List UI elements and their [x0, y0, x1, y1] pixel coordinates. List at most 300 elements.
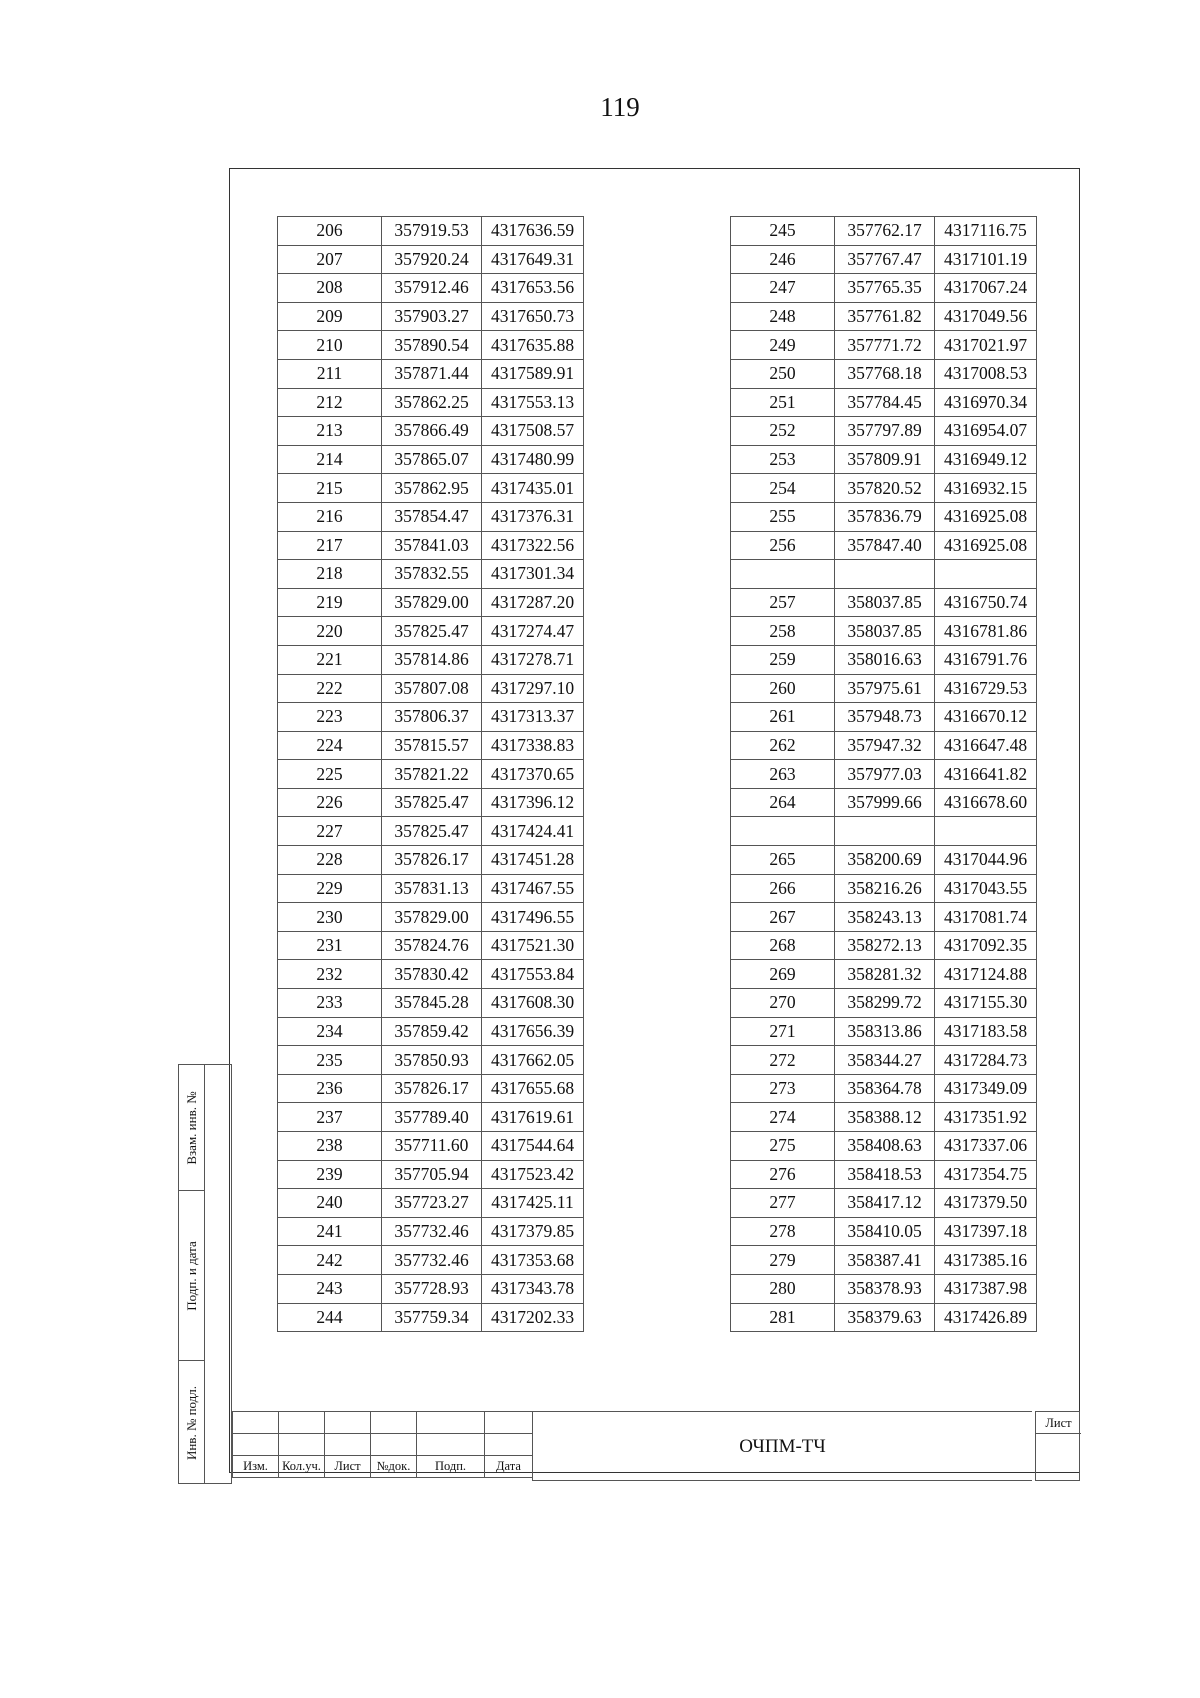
page-number: 119 — [600, 92, 640, 122]
coord-x: 357759.34 — [382, 1303, 482, 1332]
side-stamp-labels — [179, 1065, 205, 1483]
coord-x: 357999.66 — [835, 788, 935, 817]
sheet-label: Лист — [1036, 1412, 1081, 1434]
point-number: 235 — [278, 1046, 382, 1075]
table-row — [278, 474, 584, 503]
point-number: 246 — [731, 245, 835, 274]
point-number: 269 — [731, 960, 835, 989]
table-row — [278, 645, 584, 674]
coord-x: 357890.54 — [382, 331, 482, 360]
coord-y: 4317656.39 — [482, 1017, 584, 1046]
coord-x: 357919.53 — [382, 217, 482, 246]
coord-y: 4317297.10 — [482, 674, 584, 703]
table-row — [731, 731, 1037, 760]
coord-x: 357826.17 — [382, 1074, 482, 1103]
coord-y: 4317274.47 — [482, 617, 584, 646]
coord-y: 4317608.30 — [482, 989, 584, 1018]
coord-x: 358379.63 — [835, 1303, 935, 1332]
point-number: 259 — [731, 645, 835, 674]
coord-y: 4317635.88 — [482, 331, 584, 360]
point-number: 223 — [278, 703, 382, 732]
table-row — [731, 302, 1037, 331]
table-row — [278, 1046, 584, 1075]
coord-y: 4317508.57 — [482, 417, 584, 446]
coord-y: 4317650.73 — [482, 302, 584, 331]
coord-y: 4317496.55 — [482, 903, 584, 932]
coord-x: 357977.03 — [835, 760, 935, 789]
table-row — [278, 1274, 584, 1303]
coord-x: 357866.49 — [382, 417, 482, 446]
table-row — [278, 846, 584, 875]
coord-y: 4317322.56 — [482, 531, 584, 560]
table-row — [278, 989, 584, 1018]
point-number: 236 — [278, 1074, 382, 1103]
point-number: 240 — [278, 1189, 382, 1218]
coord-y: 4316641.82 — [935, 760, 1037, 789]
coord-y: 4317649.31 — [482, 245, 584, 274]
coord-y: 4317313.37 — [482, 703, 584, 732]
point-number: 256 — [731, 531, 835, 560]
coord-x: 358200.69 — [835, 846, 935, 875]
point-number: 277 — [731, 1189, 835, 1218]
coord-y: 4317655.68 — [482, 1074, 584, 1103]
table-row — [278, 731, 584, 760]
coord-y: 4317467.55 — [482, 874, 584, 903]
coord-y: 4316678.60 — [935, 788, 1037, 817]
point-number: 227 — [278, 817, 382, 846]
coord-x: 357824.76 — [382, 931, 482, 960]
coord-y: 4316925.08 — [935, 502, 1037, 531]
coord-y: 4317521.30 — [482, 931, 584, 960]
coord-x: 357862.25 — [382, 388, 482, 417]
table-row — [278, 1217, 584, 1246]
point-number: 211 — [278, 359, 382, 388]
table-row — [278, 417, 584, 446]
coord-x: 357807.08 — [382, 674, 482, 703]
coord-x: 357732.46 — [382, 1217, 482, 1246]
coord-y: 4317426.89 — [935, 1303, 1037, 1332]
coord-y: 4317385.16 — [935, 1246, 1037, 1275]
coord-y: 4317424.41 — [482, 817, 584, 846]
table-row — [278, 445, 584, 474]
coord-x: 357854.47 — [382, 502, 482, 531]
coord-x: 357825.47 — [382, 788, 482, 817]
table-row — [731, 645, 1037, 674]
table-row — [731, 1246, 1037, 1275]
table-row — [278, 245, 584, 274]
header-signature: Подп. — [417, 1456, 485, 1478]
table-row — [731, 217, 1037, 246]
point-number: 273 — [731, 1074, 835, 1103]
coord-x: 358364.78 — [835, 1074, 935, 1103]
table-row — [731, 1160, 1037, 1189]
table-row — [278, 1074, 584, 1103]
point-number: 208 — [278, 274, 382, 303]
coord-y: 4317343.78 — [482, 1274, 584, 1303]
table-row — [278, 388, 584, 417]
coord-x: 357841.03 — [382, 531, 482, 560]
point-number: 230 — [278, 903, 382, 932]
coord-x: 357806.37 — [382, 703, 482, 732]
table-row — [278, 1246, 584, 1275]
coord-y: 4316970.34 — [935, 388, 1037, 417]
side-stamp — [178, 1064, 232, 1484]
table-row — [278, 788, 584, 817]
coord-x: 357912.46 — [382, 274, 482, 303]
coord-x — [835, 560, 935, 589]
coordinates-table-left — [277, 216, 584, 1332]
point-number: 237 — [278, 1103, 382, 1132]
coord-y: 4317155.30 — [935, 989, 1037, 1018]
table-row — [278, 1189, 584, 1218]
table-row — [731, 1274, 1037, 1303]
coord-y: 4317116.75 — [935, 217, 1037, 246]
table-row — [731, 560, 1037, 589]
coord-x: 357767.47 — [835, 245, 935, 274]
coord-x: 358387.41 — [835, 1246, 935, 1275]
coord-x: 357815.57 — [382, 731, 482, 760]
coord-x: 358344.27 — [835, 1046, 935, 1075]
point-number: 241 — [278, 1217, 382, 1246]
coord-y: 4317589.91 — [482, 359, 584, 388]
coord-y: 4317396.12 — [482, 788, 584, 817]
point-number: 244 — [278, 1303, 382, 1332]
table-row — [278, 274, 584, 303]
coord-y: 4317278.71 — [482, 645, 584, 674]
point-number: 216 — [278, 502, 382, 531]
coord-y: 4317354.75 — [935, 1160, 1037, 1189]
point-number: 234 — [278, 1017, 382, 1046]
coord-y: 4317397.18 — [935, 1217, 1037, 1246]
coord-x — [835, 817, 935, 846]
coord-x: 357825.47 — [382, 817, 482, 846]
table-row — [278, 588, 584, 617]
table-row — [278, 817, 584, 846]
side-cell-original-inv — [179, 1361, 205, 1485]
point-number: 272 — [731, 1046, 835, 1075]
coord-y: 4317523.42 — [482, 1160, 584, 1189]
coord-x: 357975.61 — [835, 674, 935, 703]
point-number: 247 — [731, 274, 835, 303]
coord-x: 357836.79 — [835, 502, 935, 531]
point-number: 209 — [278, 302, 382, 331]
point-number: 228 — [278, 846, 382, 875]
coord-x: 357829.00 — [382, 588, 482, 617]
title-block-grid — [232, 1411, 533, 1478]
point-number: 252 — [731, 417, 835, 446]
coord-y: 4317662.05 — [482, 1046, 584, 1075]
coord-x: 358417.12 — [835, 1189, 935, 1218]
table-row — [731, 1017, 1037, 1046]
table-row — [731, 931, 1037, 960]
table-row — [278, 931, 584, 960]
point-number: 218 — [278, 560, 382, 589]
coord-x: 357771.72 — [835, 331, 935, 360]
coord-y: 4317287.20 — [482, 588, 584, 617]
coord-y: 4316932.15 — [935, 474, 1037, 503]
coord-x: 358388.12 — [835, 1103, 935, 1132]
table-row — [278, 560, 584, 589]
coord-y: 4317435.01 — [482, 474, 584, 503]
table-row — [278, 674, 584, 703]
coord-y: 4317021.97 — [935, 331, 1037, 360]
coord-x: 357850.93 — [382, 1046, 482, 1075]
table-row — [731, 846, 1037, 875]
table-row — [278, 359, 584, 388]
header-date: Дата — [485, 1456, 533, 1478]
coord-x: 357809.91 — [835, 445, 935, 474]
coord-x: 357728.93 — [382, 1274, 482, 1303]
coord-x: 357830.42 — [382, 960, 482, 989]
coord-x: 357832.55 — [382, 560, 482, 589]
coord-x: 357826.17 — [382, 846, 482, 875]
point-number: 267 — [731, 903, 835, 932]
coord-y: 4317636.59 — [482, 217, 584, 246]
point-number: 206 — [278, 217, 382, 246]
table-row — [731, 703, 1037, 732]
point-number: 268 — [731, 931, 835, 960]
point-number — [731, 817, 835, 846]
table-row — [731, 445, 1037, 474]
table-row — [731, 331, 1037, 360]
coord-x: 357723.27 — [382, 1189, 482, 1218]
point-number: 245 — [731, 217, 835, 246]
coord-x: 357831.13 — [382, 874, 482, 903]
coord-x: 358037.85 — [835, 617, 935, 646]
point-number: 239 — [278, 1160, 382, 1189]
table-row — [731, 674, 1037, 703]
coord-x: 357871.44 — [382, 359, 482, 388]
point-number: 257 — [731, 588, 835, 617]
table-row — [278, 617, 584, 646]
table-row — [731, 617, 1037, 646]
table-row — [731, 502, 1037, 531]
point-number: 222 — [278, 674, 382, 703]
coord-y: 4316729.53 — [935, 674, 1037, 703]
point-number: 270 — [731, 989, 835, 1018]
coord-y: 4317353.68 — [482, 1246, 584, 1275]
table-row — [278, 1103, 584, 1132]
table-row — [278, 874, 584, 903]
coord-y: 4317379.85 — [482, 1217, 584, 1246]
point-number: 213 — [278, 417, 382, 446]
point-number: 212 — [278, 388, 382, 417]
coord-x: 357761.82 — [835, 302, 935, 331]
coord-x: 357947.32 — [835, 731, 935, 760]
coord-y: 4317043.55 — [935, 874, 1037, 903]
coord-x: 358378.93 — [835, 1274, 935, 1303]
coord-x: 357765.35 — [835, 274, 935, 303]
coord-x: 358418.53 — [835, 1160, 935, 1189]
coord-y: 4317544.64 — [482, 1132, 584, 1161]
coord-x: 358243.13 — [835, 903, 935, 932]
coordinates-table-right — [730, 216, 1037, 1332]
point-number: 242 — [278, 1246, 382, 1275]
coord-y: 4316781.86 — [935, 617, 1037, 646]
coord-y: 4317619.61 — [482, 1103, 584, 1132]
coord-x: 358313.86 — [835, 1017, 935, 1046]
sheet-box — [1035, 1411, 1080, 1481]
point-number: 280 — [731, 1274, 835, 1303]
coord-x: 357784.45 — [835, 388, 935, 417]
point-number: 279 — [731, 1246, 835, 1275]
table-row — [731, 417, 1037, 446]
coord-x: 358281.32 — [835, 960, 935, 989]
table-row — [731, 1189, 1037, 1218]
table-row — [731, 1046, 1037, 1075]
coord-y: 4316791.76 — [935, 645, 1037, 674]
point-number: 207 — [278, 245, 382, 274]
point-number: 229 — [278, 874, 382, 903]
point-number: 276 — [731, 1160, 835, 1189]
coord-y: 4317049.56 — [935, 302, 1037, 331]
table-row — [278, 302, 584, 331]
point-number: 220 — [278, 617, 382, 646]
point-number: 261 — [731, 703, 835, 732]
coord-x: 357865.07 — [382, 445, 482, 474]
point-number: 263 — [731, 760, 835, 789]
coord-x: 358037.85 — [835, 588, 935, 617]
point-number: 231 — [278, 931, 382, 960]
table-row — [731, 788, 1037, 817]
table-row — [278, 903, 584, 932]
point-number: 265 — [731, 846, 835, 875]
point-number: 264 — [731, 788, 835, 817]
header-sheet: Лист — [325, 1456, 371, 1478]
point-number: 248 — [731, 302, 835, 331]
coord-y: 4317284.73 — [935, 1046, 1037, 1075]
coord-x: 357768.18 — [835, 359, 935, 388]
table-row — [278, 531, 584, 560]
coord-y: 4317092.35 — [935, 931, 1037, 960]
table-row — [278, 1132, 584, 1161]
point-number — [731, 560, 835, 589]
coord-x: 358216.26 — [835, 874, 935, 903]
coord-y: 4317379.50 — [935, 1189, 1037, 1218]
table-row — [731, 274, 1037, 303]
coord-x: 358272.13 — [835, 931, 935, 960]
table-row — [731, 1074, 1037, 1103]
coord-y: 4316647.48 — [935, 731, 1037, 760]
point-number: 274 — [731, 1103, 835, 1132]
point-number: 215 — [278, 474, 382, 503]
coord-x: 357862.95 — [382, 474, 482, 503]
coord-y: 4317451.28 — [482, 846, 584, 875]
coord-x: 357762.17 — [835, 217, 935, 246]
table-row — [278, 703, 584, 732]
coord-y: 4316954.07 — [935, 417, 1037, 446]
coord-y: 4317008.53 — [935, 359, 1037, 388]
coord-x: 357797.89 — [835, 417, 935, 446]
coord-x: 358410.05 — [835, 1217, 935, 1246]
coord-y: 4317349.09 — [935, 1074, 1037, 1103]
table-row — [731, 1217, 1037, 1246]
coord-y: 4317351.92 — [935, 1103, 1037, 1132]
coord-y: 4317553.84 — [482, 960, 584, 989]
coord-x: 357948.73 — [835, 703, 935, 732]
point-number: 219 — [278, 588, 382, 617]
coord-y: 4317183.58 — [935, 1017, 1037, 1046]
table-row — [731, 1303, 1037, 1332]
coord-x: 357814.86 — [382, 645, 482, 674]
coord-y: 4317301.34 — [482, 560, 584, 589]
coord-x: 357789.40 — [382, 1103, 482, 1132]
title-block — [232, 1411, 1080, 1481]
table-row — [278, 1303, 584, 1332]
coord-x: 357847.40 — [835, 531, 935, 560]
point-number: 253 — [731, 445, 835, 474]
table-row — [278, 331, 584, 360]
header-change: Изм. — [233, 1456, 279, 1478]
coord-y: 4317338.83 — [482, 731, 584, 760]
table-row — [731, 359, 1037, 388]
coord-y: 4317387.98 — [935, 1274, 1037, 1303]
coord-x: 357829.00 — [382, 903, 482, 932]
coord-x: 357920.24 — [382, 245, 482, 274]
coord-x: 357732.46 — [382, 1246, 482, 1275]
coord-y — [935, 560, 1037, 589]
table-row — [731, 245, 1037, 274]
point-number: 275 — [731, 1132, 835, 1161]
point-number: 210 — [278, 331, 382, 360]
coord-y: 4317202.33 — [482, 1303, 584, 1332]
point-number: 232 — [278, 960, 382, 989]
table-row — [731, 989, 1037, 1018]
coord-y: 4317425.11 — [482, 1189, 584, 1218]
side-label-signature-date: Подп. и дата — [184, 1241, 199, 1311]
coord-y: 4317653.56 — [482, 274, 584, 303]
coord-y: 4317124.88 — [935, 960, 1037, 989]
table-row — [278, 502, 584, 531]
point-number: 271 — [731, 1017, 835, 1046]
coord-y: 4317376.31 — [482, 502, 584, 531]
coord-x: 357859.42 — [382, 1017, 482, 1046]
point-number: 243 — [278, 1274, 382, 1303]
table-row — [278, 1017, 584, 1046]
point-number: 260 — [731, 674, 835, 703]
side-label-original-inv: Инв. № подл. — [184, 1385, 199, 1461]
header-doc-number: №док. — [371, 1456, 417, 1478]
point-number: 258 — [731, 617, 835, 646]
coord-y: 4317081.74 — [935, 903, 1037, 932]
table-row — [731, 874, 1037, 903]
coord-y: 4317101.19 — [935, 245, 1037, 274]
coord-x: 358016.63 — [835, 645, 935, 674]
table-row — [278, 217, 584, 246]
coord-y: 4317067.24 — [935, 274, 1037, 303]
point-number: 233 — [278, 989, 382, 1018]
point-number: 238 — [278, 1132, 382, 1161]
table-row — [731, 817, 1037, 846]
coord-y: 4316949.12 — [935, 445, 1037, 474]
table-row — [731, 531, 1037, 560]
coord-y: 4317370.65 — [482, 760, 584, 789]
point-number: 224 — [278, 731, 382, 760]
coord-x: 357711.60 — [382, 1132, 482, 1161]
table-row — [731, 388, 1037, 417]
table-row — [731, 903, 1037, 932]
point-number: 226 — [278, 788, 382, 817]
coord-x: 357705.94 — [382, 1160, 482, 1189]
table-row — [731, 760, 1037, 789]
table-row — [731, 1132, 1037, 1161]
coord-y: 4316925.08 — [935, 531, 1037, 560]
coord-x: 357820.52 — [835, 474, 935, 503]
point-number: 251 — [731, 388, 835, 417]
point-number: 254 — [731, 474, 835, 503]
header-count: Кол.уч. — [279, 1456, 325, 1478]
point-number: 217 — [278, 531, 382, 560]
